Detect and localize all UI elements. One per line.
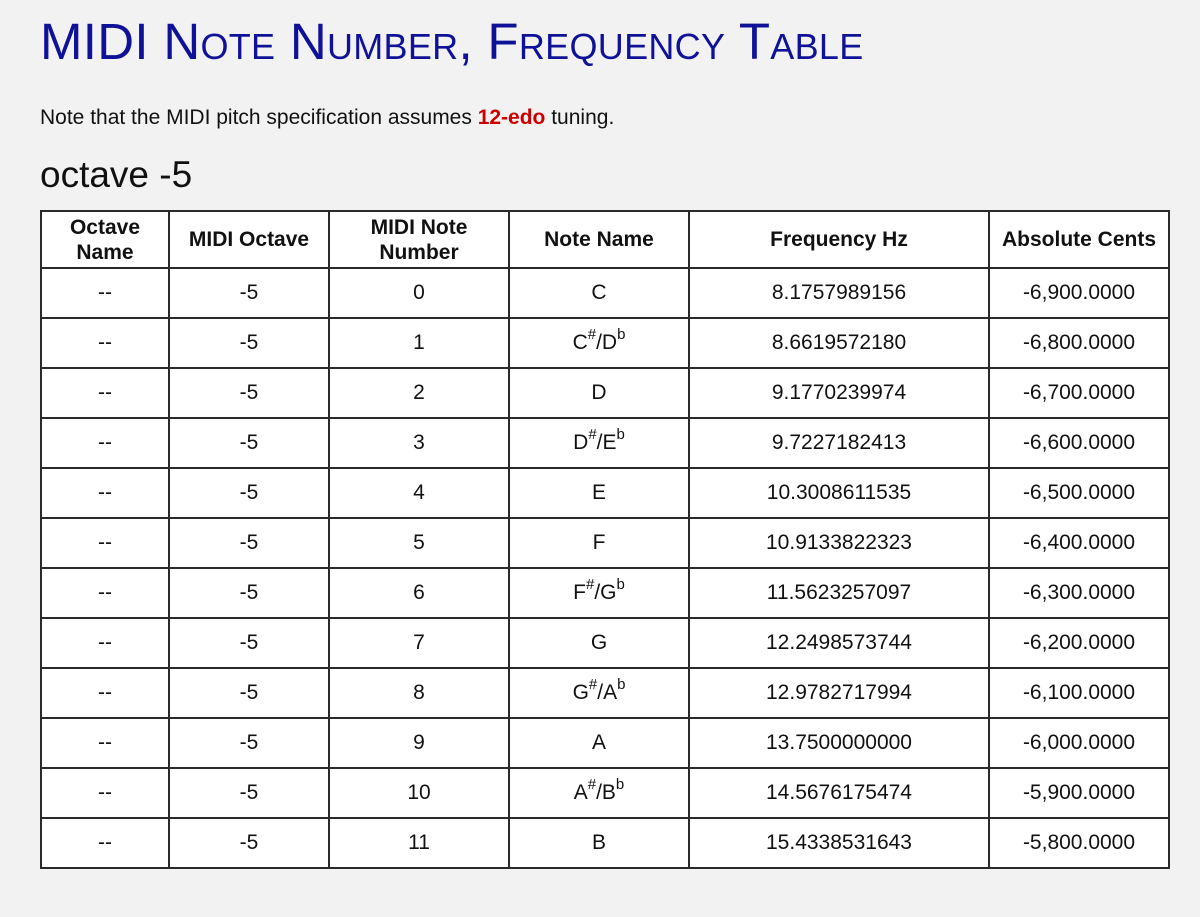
note-name-cell xyxy=(509,368,689,418)
note-letter: /G xyxy=(594,581,617,604)
note-name-cell xyxy=(509,818,689,868)
accidental-mark: b xyxy=(617,326,626,343)
accidental-mark: # xyxy=(588,676,598,693)
absolute-cents-cell: -6,600.0000 xyxy=(989,418,1169,468)
midi-octave-cell: -5 xyxy=(169,618,329,668)
accidental-mark: # xyxy=(587,776,597,793)
note-letter: F xyxy=(592,531,606,554)
accidental-mark: b xyxy=(616,576,625,593)
frequency-cell: 8.1757989156 xyxy=(689,268,989,318)
midi-octave-cell: -5 xyxy=(169,468,329,518)
accidental-mark: b xyxy=(617,676,626,693)
header-note-name: Note Name xyxy=(509,211,689,268)
accidental-mark: # xyxy=(588,426,597,443)
accidental-mark: # xyxy=(585,576,595,593)
header-frequency: Frequency Hz xyxy=(689,211,989,268)
table-header-row xyxy=(41,211,1169,268)
accidental-mark: # xyxy=(587,326,597,343)
frequency-cell: 15.4338531643 xyxy=(689,818,989,868)
table-row xyxy=(41,268,1169,318)
frequency-cell: 9.7227182413 xyxy=(689,418,989,468)
frequency-cell: 11.5623257097 xyxy=(689,568,989,618)
octave-name-cell: -- xyxy=(41,468,169,518)
note-letter: F xyxy=(573,581,586,604)
frequency-cell: 10.9133822323 xyxy=(689,518,989,568)
frequency-cell: 10.3008611535 xyxy=(689,468,989,518)
octave-name-cell: -- xyxy=(41,618,169,668)
octave-name-cell: -- xyxy=(41,668,169,718)
note-name-cell xyxy=(509,768,689,818)
octave-name-cell: -- xyxy=(41,268,169,318)
midi-octave-cell: -5 xyxy=(169,718,329,768)
note-number-cell: 6 xyxy=(329,568,509,618)
absolute-cents-cell: -6,400.0000 xyxy=(989,518,1169,568)
header-midi-octave: MIDI Octave xyxy=(169,211,329,268)
note-letter: /D xyxy=(596,331,618,354)
absolute-cents-cell: -5,900.0000 xyxy=(989,768,1169,818)
table-row xyxy=(41,518,1169,568)
header-midi-note-number: MIDI Note Number xyxy=(329,211,509,268)
note-number-cell: 9 xyxy=(329,718,509,768)
note-letter: E xyxy=(591,481,606,504)
note-letter: /B xyxy=(596,781,616,804)
octave-name-cell: -- xyxy=(41,518,169,568)
midi-octave-cell: -5 xyxy=(169,818,329,868)
header-octave-name: Octave Name xyxy=(41,211,169,268)
table-row xyxy=(41,318,1169,368)
frequency-cell: 13.7500000000 xyxy=(689,718,989,768)
table-row xyxy=(41,668,1169,718)
section-title: octave -5 xyxy=(40,154,193,195)
table-body xyxy=(41,268,1169,868)
accidental-mark: b xyxy=(615,776,625,793)
page-title: MIDI Note Number, Frequency Table xyxy=(40,13,864,70)
table-row xyxy=(41,718,1169,768)
note-name-cell xyxy=(509,518,689,568)
octave-name-cell: -- xyxy=(41,768,169,818)
absolute-cents-cell: -6,800.0000 xyxy=(989,318,1169,368)
note-number-cell: 4 xyxy=(329,468,509,518)
midi-octave-cell: -5 xyxy=(169,368,329,418)
table-row xyxy=(41,468,1169,518)
note-name-cell xyxy=(509,318,689,368)
octave-name-cell: -- xyxy=(41,818,169,868)
table-row xyxy=(41,368,1169,418)
note-number-cell: 7 xyxy=(329,618,509,668)
table-row xyxy=(41,418,1169,468)
tuning-highlight: 12-edo xyxy=(477,106,546,129)
midi-octave-cell: -5 xyxy=(169,268,329,318)
note-number-cell: 11 xyxy=(329,818,509,868)
note-letter: B xyxy=(591,831,606,854)
frequency-cell: 8.6619572180 xyxy=(689,318,989,368)
note-number-cell: 0 xyxy=(329,268,509,318)
absolute-cents-cell: -6,000.0000 xyxy=(989,718,1169,768)
note-name-cell xyxy=(509,718,689,768)
note-number-cell: 5 xyxy=(329,518,509,568)
absolute-cents-cell: -6,900.0000 xyxy=(989,268,1169,318)
absolute-cents-cell: -6,100.0000 xyxy=(989,668,1169,718)
table-row xyxy=(41,768,1169,818)
octave-name-cell: -- xyxy=(41,718,169,768)
note-letter: D xyxy=(573,431,589,454)
frequency-cell: 12.9782717994 xyxy=(689,668,989,718)
frequency-cell: 14.5676175474 xyxy=(689,768,989,818)
note-letter: /E xyxy=(596,431,617,454)
note-letter: C xyxy=(591,281,607,304)
frequency-cell: 9.1770239974 xyxy=(689,368,989,418)
header-absolute-cents: Absolute Cents xyxy=(989,211,1169,268)
intro-text-end: tuning. xyxy=(545,106,615,129)
note-letter: /A xyxy=(597,681,618,704)
note-frequency-table xyxy=(40,210,1170,869)
midi-octave-cell: -5 xyxy=(169,568,329,618)
note-name-cell xyxy=(509,668,689,718)
intro-text-start: Note that the MIDI pitch specification assumes xyxy=(40,106,478,129)
midi-octave-cell: -5 xyxy=(169,768,329,818)
note-letter: A xyxy=(573,781,588,804)
note-letter: C xyxy=(572,331,588,354)
note-number-cell: 8 xyxy=(329,668,509,718)
note-name-cell xyxy=(509,468,689,518)
table-row xyxy=(41,818,1169,868)
octave-name-cell: -- xyxy=(41,418,169,468)
note-letter: D xyxy=(591,381,607,404)
octave-name-cell: -- xyxy=(41,568,169,618)
note-number-cell: 3 xyxy=(329,418,509,468)
midi-octave-cell: -5 xyxy=(169,518,329,568)
note-name-cell xyxy=(509,618,689,668)
note-letter: G xyxy=(572,681,589,704)
absolute-cents-cell: -6,300.0000 xyxy=(989,568,1169,618)
octave-name-cell: -- xyxy=(41,318,169,368)
note-letter: A xyxy=(591,731,606,754)
midi-octave-cell: -5 xyxy=(169,318,329,368)
note-name-cell xyxy=(509,268,689,318)
note-number-cell: 2 xyxy=(329,368,509,418)
note-name-cell xyxy=(509,418,689,468)
absolute-cents-cell: -6,200.0000 xyxy=(989,618,1169,668)
absolute-cents-cell: -6,700.0000 xyxy=(989,368,1169,418)
absolute-cents-cell: -5,800.0000 xyxy=(989,818,1169,868)
intro-text xyxy=(40,106,614,130)
absolute-cents-cell: -6,500.0000 xyxy=(989,468,1169,518)
table-row xyxy=(41,568,1169,618)
note-number-cell: 10 xyxy=(329,768,509,818)
accidental-mark: b xyxy=(616,426,625,443)
note-letter: G xyxy=(590,631,608,654)
note-name-cell xyxy=(509,568,689,618)
frequency-cell: 12.2498573744 xyxy=(689,618,989,668)
note-number-cell: 1 xyxy=(329,318,509,368)
midi-octave-cell: -5 xyxy=(169,668,329,718)
octave-name-cell: -- xyxy=(41,368,169,418)
table-row xyxy=(41,618,1169,668)
midi-octave-cell: -5 xyxy=(169,418,329,468)
